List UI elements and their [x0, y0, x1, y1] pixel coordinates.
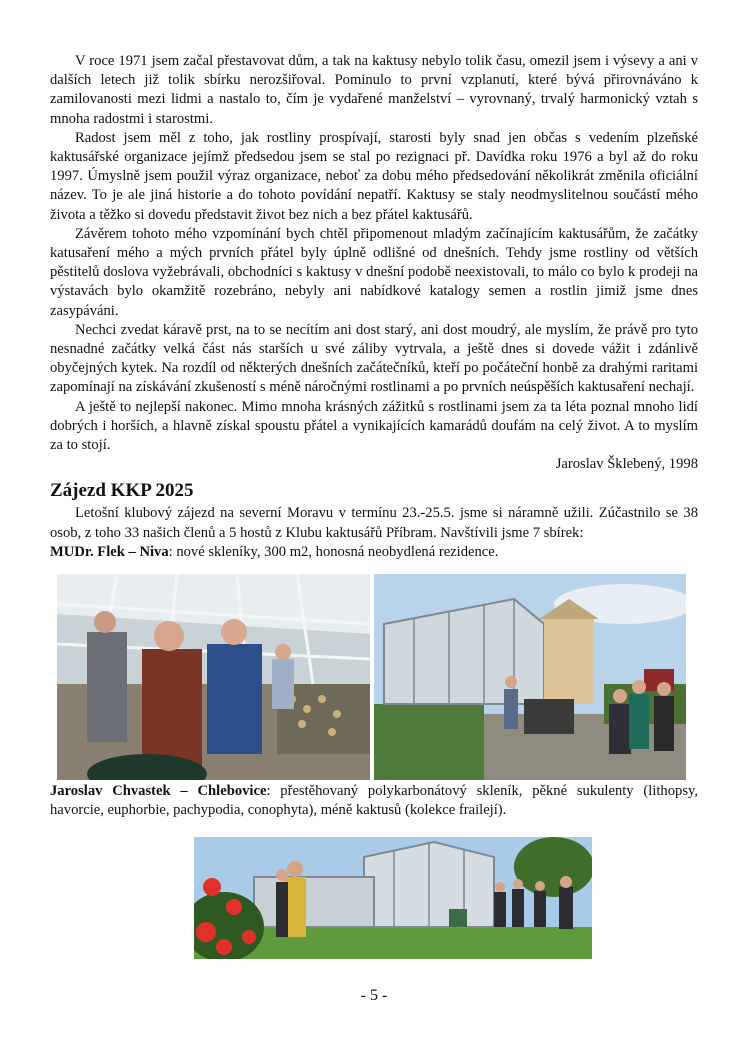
memoir-paragraph: Radost jsem měl z toho, jak rostliny prospívají, starosti byly snad jen občas s vedením plzeňské kaktusářské organizace jejímž předsedou jsem se stal po rezignaci př. Davídka roku 1976 a byl až do roku 1997. Úmyslně jsem použil výraz organizace, neboť za dobu mého předsedování několikrát změnila oficiální název. To je ale jiná historie a do tohoto povídání nepatří. Kaktusy se staly neodmyslitelnou součástí mého života a těžko si dovedu představit život bez nich a bez přátel kaktusářů. — [50, 129, 698, 223]
section-title: Zájezd KKP 2025 — [50, 480, 194, 502]
stop-caption-chlebovice — [50, 782, 698, 820]
photo-garden-group — [194, 837, 592, 959]
memoir-paragraph: V roce 1971 jsem začal přestavovat dům, a tak na kaktusy nebylo tolik času, omezil jsem i výsevy a ani v dalších letech již tolik sbírku nerozšiřoval. Pominulo to první vzplanutí, které bývá přirovnáváno k zamilovanosti mezi lidmi a nastalo to, čím je vydařené manželství – vyrovnaný, trvalý harmonický vztah s mnoha radostmi i starostmi. — [50, 53, 698, 127]
stop-name: Jaroslav Chvastek – Chlebovice — [50, 783, 267, 799]
photo-greenhouse-interior — [57, 574, 370, 780]
memoir-paragraph: A ještě to nejlepší nakonec. Mimo mnoha krásných zážitků s rostlinami jsem za ta léta poznal mnoho lidí dobrých i horších, a hlavně získal spoustu přátel a vynikajících kamarádů doufám na celý život. A to myslím za to stojí. — [50, 398, 698, 454]
memoir-paragraph: Závěrem tohoto mého vzpomínání bych chtěl připomenout mladým začínajícím kaktusářům, že začátky katusaření mého a mých prvních přátel byly úplně odlišné od dnešních. Tehdy jsme rostliny od větších pěstitelů doslova vyžebrávali, obchodníci s kaktusy v dnešní podobě neexistovali, to málo co bylo k prodeji na výstavách bylo okamžitě rozebráno, nebyly ani nabídkové katalogy semen a rostlin jimiž jsme dnes zasypáváni. — [50, 225, 698, 319]
page-content — [50, 52, 698, 562]
stop-description: : přestěhovaný polykarbonátový skleník, pěkné sukulenty (lithopsy, havorcie, euphorbie, pachypodia, conophyta), méně kaktusů (kolekce frailejí). — [50, 783, 699, 819]
photo-greenhouse-exterior — [374, 574, 686, 780]
page-number: - 5 - — [360, 987, 388, 1004]
author-signature: Jaroslav Šklebený, 1998 — [555, 456, 698, 473]
memoir-paragraph: Nechci zvedat káravě prst, na to se necítím ani dost starý, ani dost moudrý, ale myslím, že právě pro tyto nesnadné začátky velká část nás starších u své záliby vytrvala, a ještě dnes si dovede vážit i zdánlivě obyčejných kytek. Na rozdíl od některých dnešních začátečníků, kteří po počáteční honbě za drahými raritami zapomínají na získávání zkušeností s méně náročnými rostlinami a po prvních neúspěších kaktusaření nechají. — [50, 321, 698, 396]
memoir-text — [50, 52, 698, 474]
stop-caption-niva — [50, 543, 698, 562]
stop-description: : nové skleníky, 300 m2, honosná neobydlená rezidence. — [168, 543, 499, 560]
stop-name: MUDr. Flek – Niva — [50, 543, 169, 560]
trip-intro: Letošní klubový zájezd na severní Moravu v termínu 23.-25.5. jsme si náramně užili. Zúčastnilo se 38 osob, z toho 33 našich členů a 5 hostů z Klubu kaktusářů Příbram. Navštívili jsme 7 sbírek: — [50, 505, 698, 541]
